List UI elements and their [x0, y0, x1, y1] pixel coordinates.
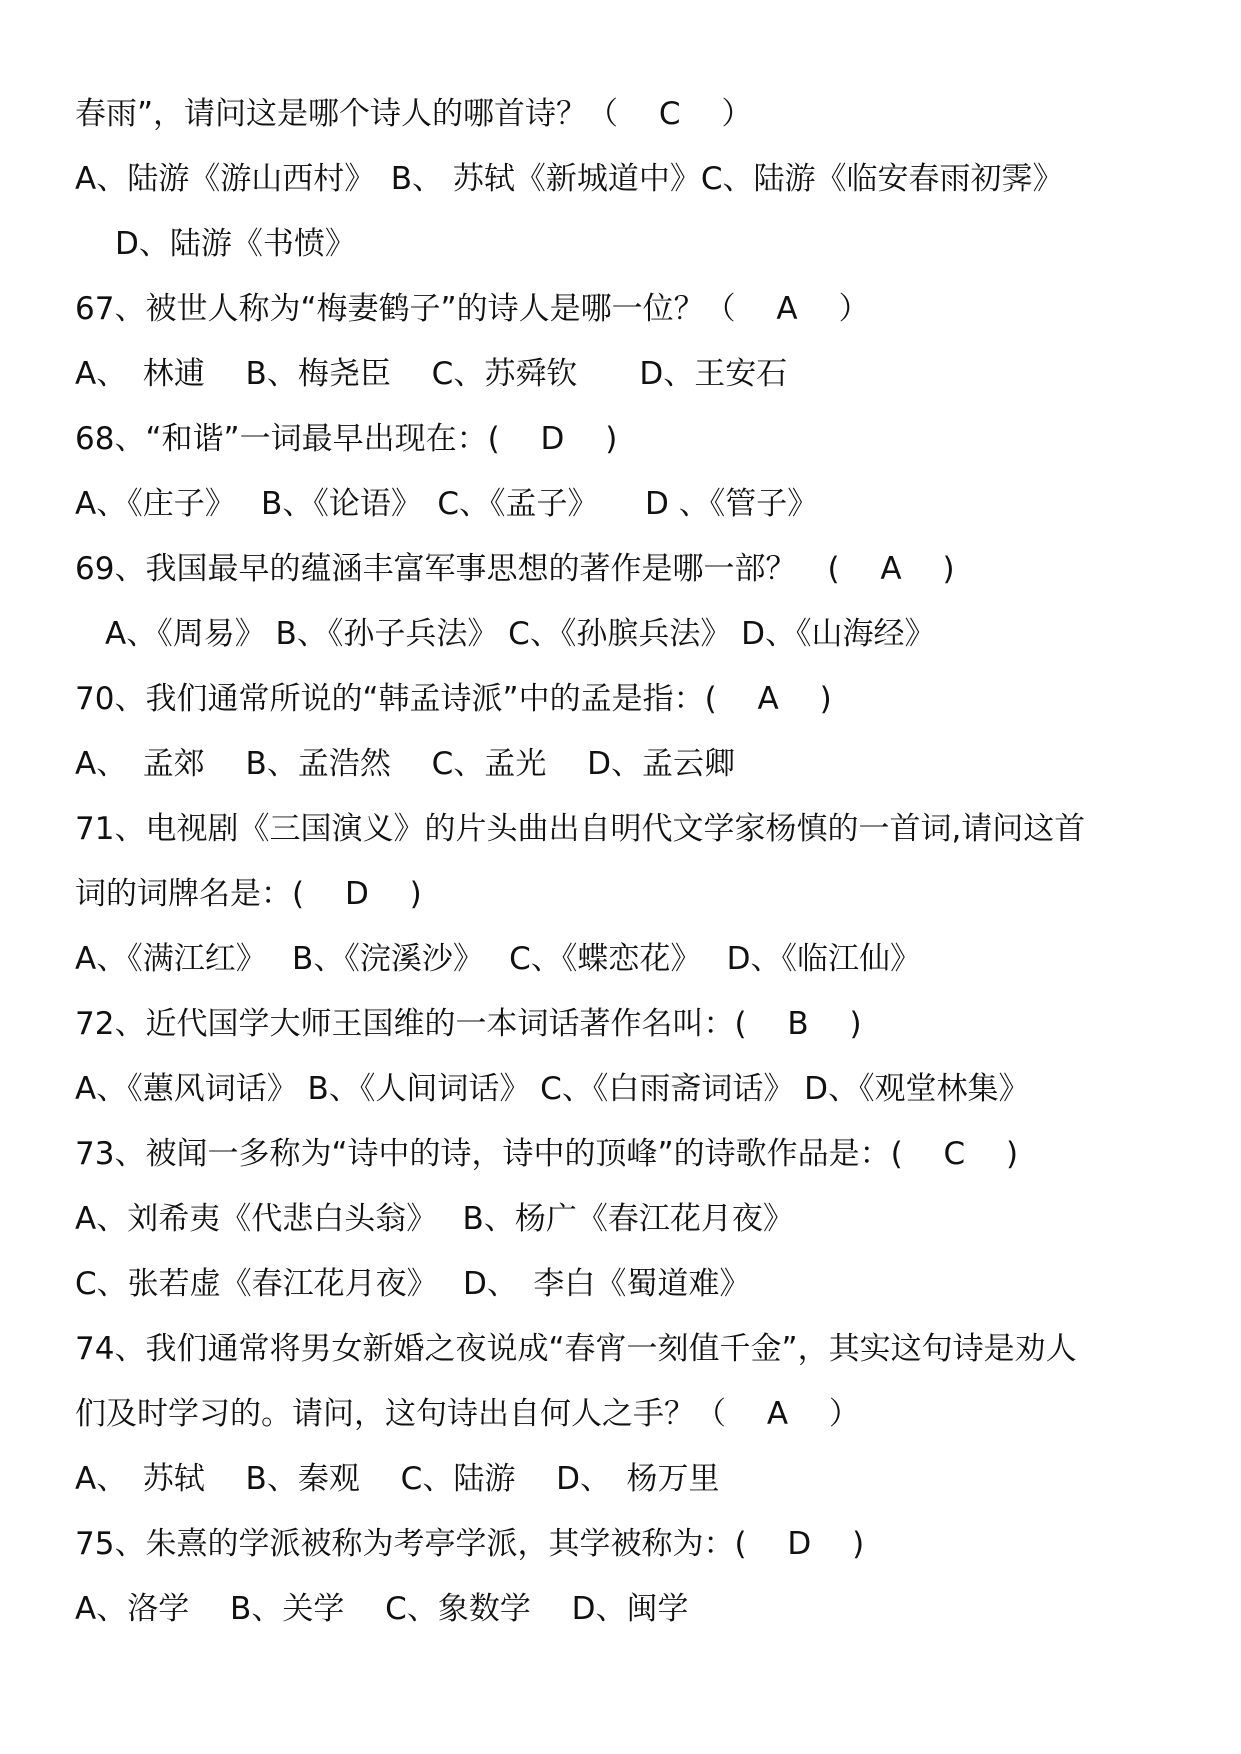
- question-68-options: A、《庄子》 B、《论语》 C、《孟子》 D 、《管子》: [75, 486, 819, 522]
- question-68: 68、“和谐”一词最早出现在：( D ): [75, 421, 618, 457]
- question-71: 71、电视剧《三国演义》的片头曲出自明代文学家杨慎的一首词,请问这首: [75, 811, 1086, 847]
- question-71-continuation: 词的词牌名是：( D ): [75, 876, 422, 912]
- question-66-option-d: D、陆游《书愤》: [115, 226, 356, 262]
- question-69-options: A、《周易》 B、《孙子兵法》 C、《孙膑兵法》 D、《山海经》: [105, 616, 936, 652]
- question-74-continuation: 们及时学习的。请问，这句诗出自何人之手？（ A ）: [75, 1396, 860, 1432]
- question-67: 67、被世人称为“梅妻鹤子”的诗人是哪一位？（ A ）: [75, 291, 870, 327]
- question-72: 72、近代国学大师王国维的一本词话著作名叫：( B ): [75, 1006, 862, 1042]
- question-73: 73、被闻一多称为“诗中的诗，诗中的顶峰”的诗歌作品是：( C ): [75, 1136, 1019, 1172]
- question-75: 75、朱熹的学派被称为考亭学派，其学被称为：( D ): [75, 1526, 865, 1562]
- question-73-options-cd: C、张若虚《春江花月夜》 D、 李白《蜀道难》: [75, 1266, 751, 1302]
- question-71-options: A、《满江红》 B、《浣溪沙》 C、《蝶恋花》 D、《临江仙》: [75, 941, 922, 977]
- document-page: [75, 82, 1185, 1642]
- question-75-options: A、洛学 B、关学 C、象数学 D、闽学: [75, 1591, 689, 1627]
- question-72-options: A、《蕙风词话》 B、《人间词话》 C、《白雨斋词话》 D、《观堂林集》: [75, 1071, 1030, 1107]
- question-66-options: A、陆游《游山西村》 B、 苏轼《新城道中》C、陆游《临安春雨初霁》: [75, 161, 1064, 197]
- question-73-options-ab: A、刘希夷《代悲白头翁》 B、杨广《春江花月夜》: [75, 1201, 794, 1237]
- question-74: 74、我们通常将男女新婚之夜说成“春宵一刻值千金”，其实这句诗是劝人: [75, 1331, 1077, 1367]
- question-74-options: A、 苏轼 B、秦观 C、陆游 D、 杨万里: [75, 1461, 720, 1497]
- question-66-continuation: 春雨”，请问这是哪个诗人的哪首诗？（ C ）: [75, 96, 753, 132]
- question-67-options: A、 林逋 B、梅尧臣 C、苏舜钦 D、王安石: [75, 356, 788, 392]
- question-70: 70、我们通常所说的“韩孟诗派”中的孟是指：( A ): [75, 681, 832, 717]
- question-69: 69、我国最早的蕴涵丰富军事思想的著作是哪一部？ ( A ): [75, 551, 955, 587]
- question-70-options: A、 孟郊 B、孟浩然 C、孟光 D、孟云卿: [75, 746, 736, 782]
